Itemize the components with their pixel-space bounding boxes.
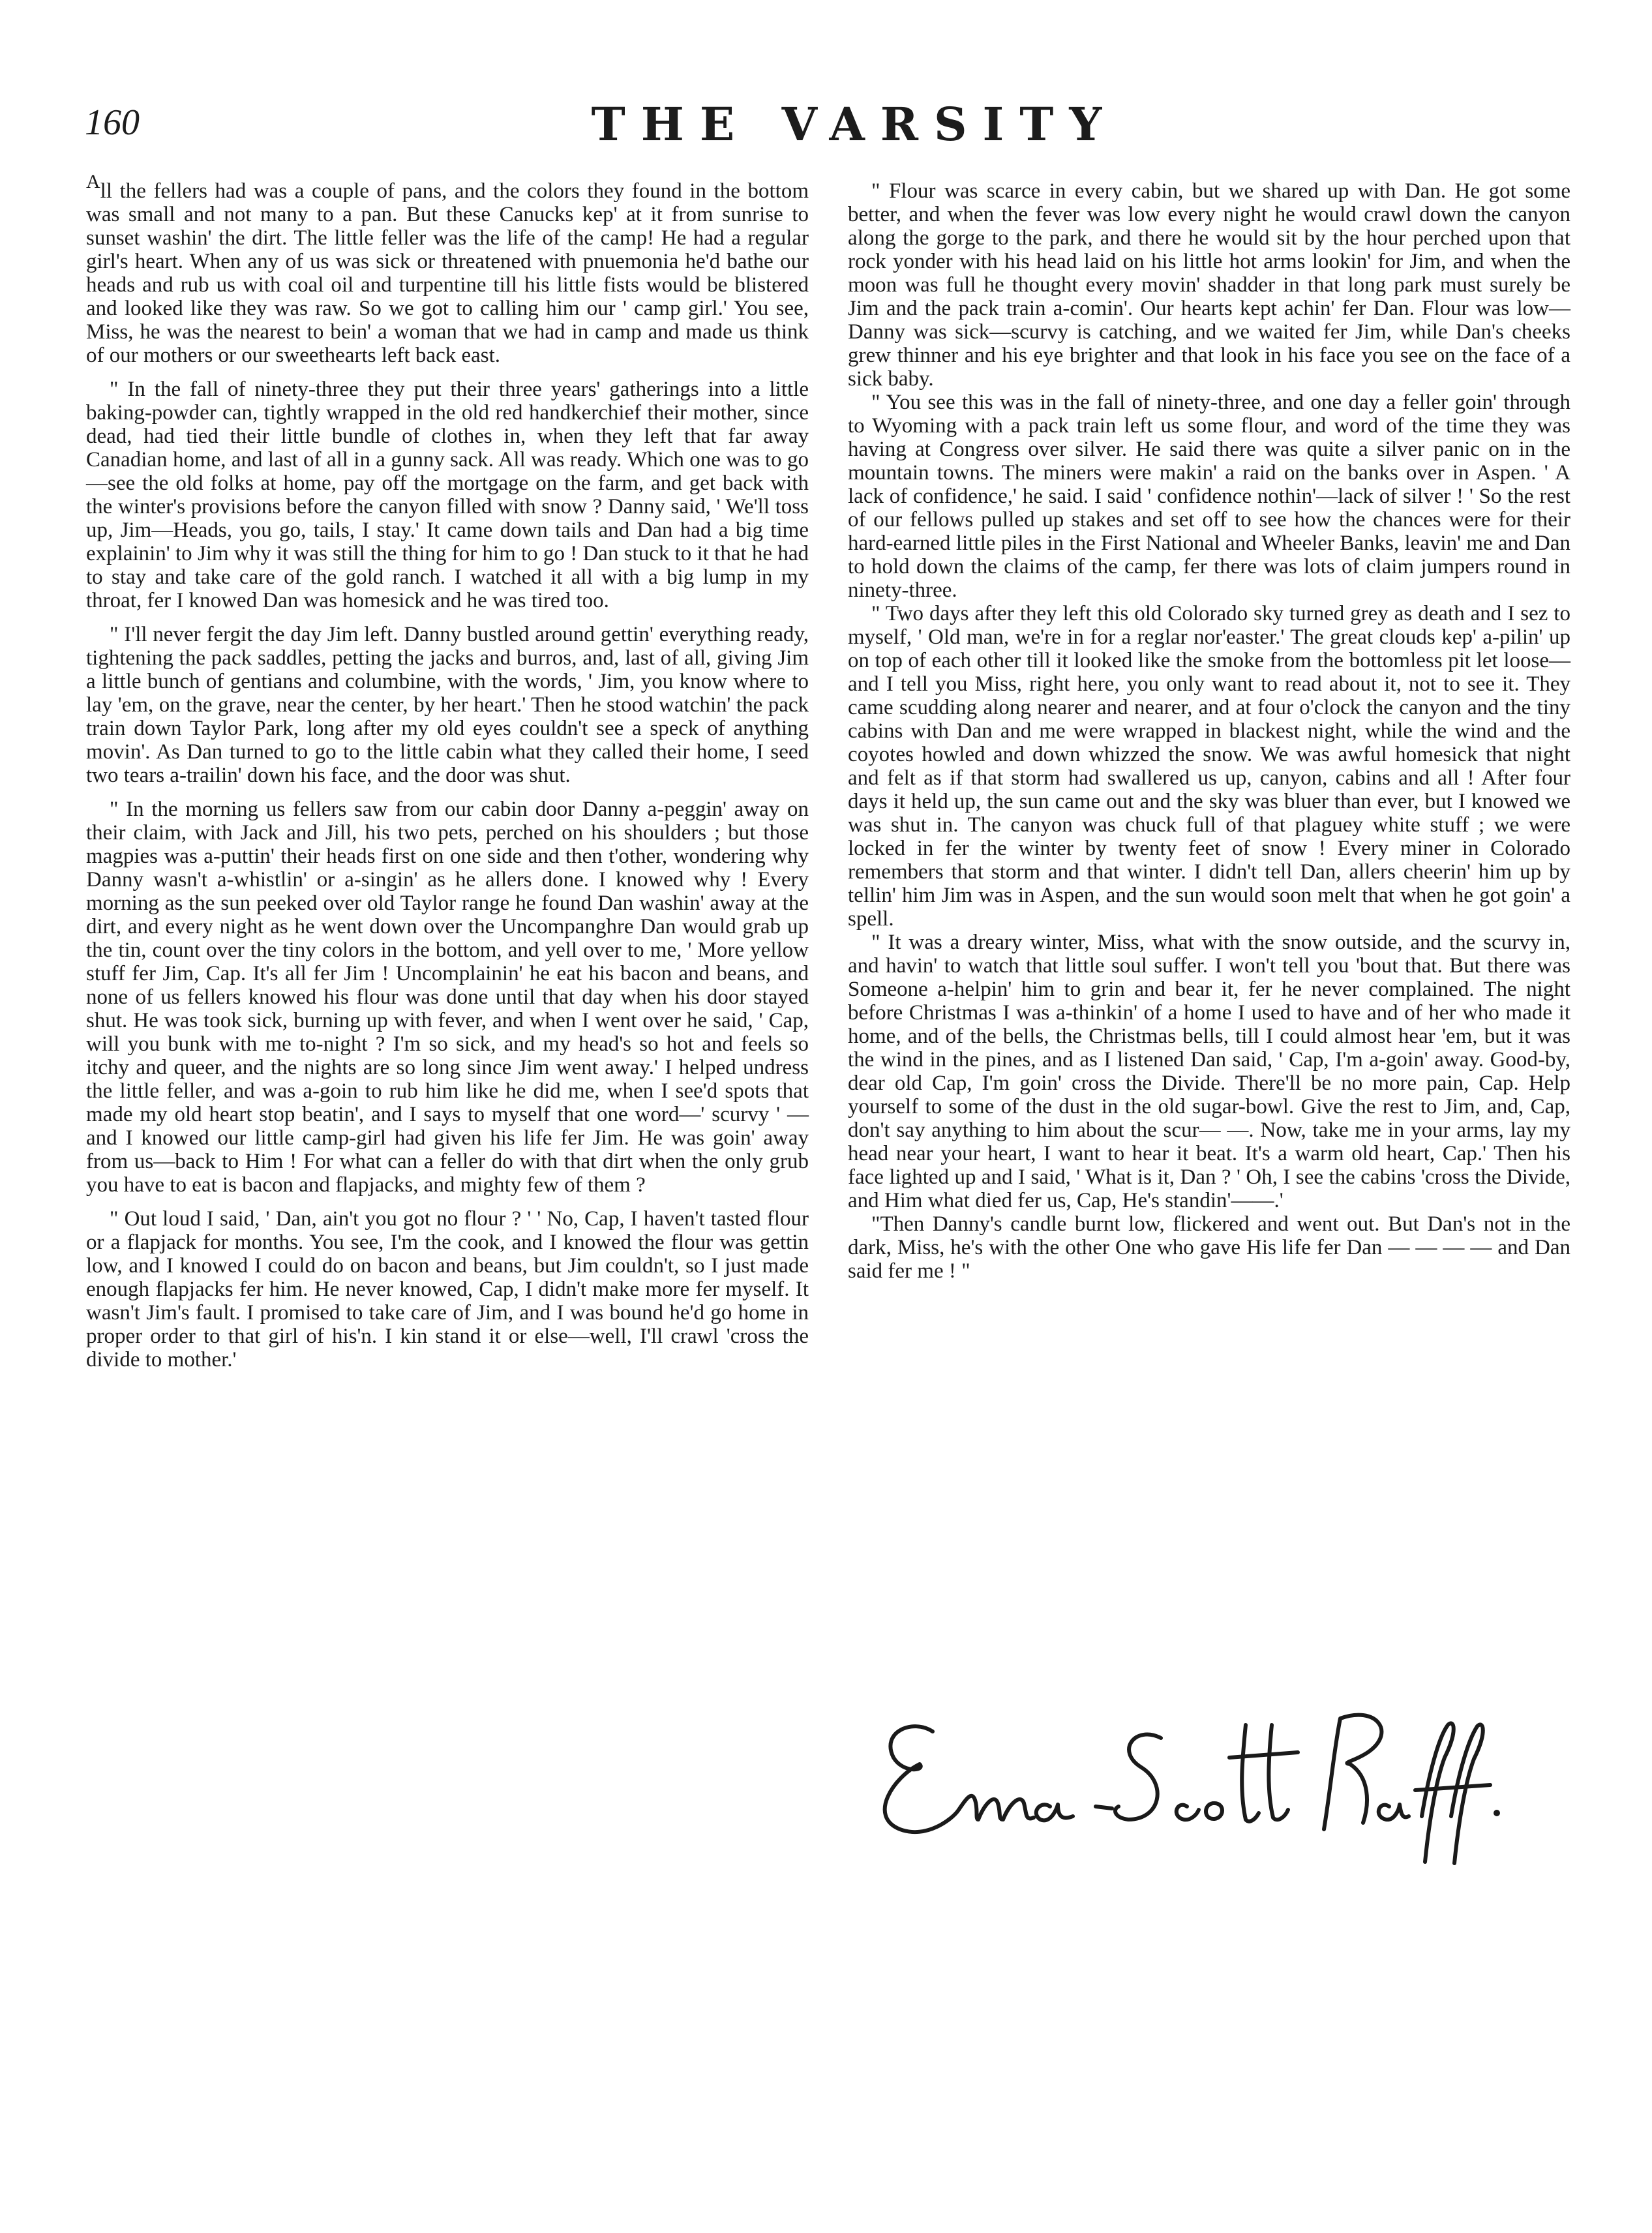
paragraph: "Then Danny's candle burnt low, flickered and went out. But Dan's not in the dark, Miss, he's with the other One who gave His life fer Dan — — — — and Dan said fer me ! ": [848, 1212, 1570, 1283]
right-column: [848, 179, 1570, 1283]
paragraph-text: ll the fellers had was a couple of pans, and the colors they found in the bottom was small and not many to a pan. But these Canucks kep' at it from sunrise to sunset washin' the dirt. The little feller was the life of the camp! He had a regular girl's heart. When any of us was sick or threatened with pnuemonia he'd bathe our heads and rub us with coal oil and turpentine till his little fists would be blistered and looked like they was raw. So we got to calling him our ' camp girl.' You see, Miss, he was the nearest to bein' a woman that we had in camp and made us think of our mothers or our sweethearts left back east.: [86, 179, 809, 367]
paragraph: " Flour was scarce in every cabin, but we shared up with Dan. He got some better, and when the fever was low every night he would crawl down the canyon along the gorge to the park, and there he would sit by the hour perched upon that rock yonder with his head laid on his little hot arms lookin' for Jim, and when the moon was full he thought every movin' shadder in that long park must surely be Jim and the pack train a-comin'. Our hearts kept achin' fer Dan. Flour was low—Danny was sick—scurvy is catching, and we waited fer Jim, while Dan's cheeks grew thinner and his eye brighter and that look in his face you see on the face of a sick baby.: [848, 179, 1570, 391]
signature-drawing: [854, 1679, 1507, 1875]
left-column: [86, 171, 809, 1371]
paragraph: [86, 171, 809, 367]
masthead-title: THE VARSITY: [591, 97, 1118, 151]
handwritten-signature: [854, 1679, 1507, 1875]
paragraph: " You see this was in the fall of ninety-three, and one day a feller goin' through to Wyoming with a pack train left us some flour, and word of the time they was having at Congress over silver. He said there was quite a silver panic on in the mountain towns. The miners were makin' a raid on the banks over in Aspen. ' A lack of confidence,' he said. I said ' confidence nothin'—lack of silver ! ' So the rest of our fellows pulled up stakes and set off to see how the chances were for their hard-earned little piles in the First National and Wheeler Banks, leavin' me and Dan to hold down the claims of the camp, fer there was lots of claim jumpers round in ninety-three.: [848, 391, 1570, 602]
drop-cap-letter: A: [86, 171, 100, 192]
paragraph: " In the morning us fellers saw from our cabin door Danny a-peggin' away on their claim, with Jack and Jill, his two pets, perched on his shoulders ; but those magpies was a-puttin' their heads first on one side and then t'other, wondering why Danny wasn't a-whistlin' or a-singin' as he allers done. I knowed why ! Every morning as the sun peeked over old Taylor range he found Dan washin' away at the dirt, and every night as he went down over the Uncompanghre Dan would grab up the tin, count over the tiny colors in the bottom, and yell over to me, ' More yellow stuff fer Jim, Cap. It's all fer Jim ! Uncomplainin' he eat his bacon and beans, and none of us fellers knowed his flour was done until that day when his door stayed shut. He was took sick, burning up with fever, and when I went over he said, ' Cap, will you bunk with me to-night ? I'm so sick, and my head's so hot and feels so itchy and queer, and the nights are so long since Jim went away.' I helped undress the little feller, and was a-goin to rub him like he did me, when I see'd spots that made my old heart stop beatin', and I says to myself that one word—' scurvy ' —and I knowed our little camp-girl had given his life fer Jim. He was goin' away from us—back to Him ! For what can a feller do with that dirt when the only grub you have to eat is bacon and flapjacks, and mighty few of them ?: [86, 798, 809, 1197]
paragraph: " In the fall of ninety-three they put their three years' gatherings into a little baking-powder can, tightly wrapped in the old red handkerchief their mother, since dead, had tied their little bundle of clothes in, when they left that far away Canadian home, and last of all in a gunny sack. All was ready. Which one was to go—see the old folks at home, pay off the mortgage on the farm, and get back with the winter's provisions before the canyon filled with snow ? Danny said, ' We'll toss up, Jim—Heads, you go, tails, I stay.' It came down tails and Dan had a big time explainin' to Jim why it was still the thing for him to go ! Dan stuck to it that he had to stay and take care of the gold ranch. I watched it all with a big lump in my throat, fer I knowed Dan was homesick and he was tired too.: [86, 378, 809, 612]
paragraph: " Two days after they left this old Colorado sky turned grey as death and I sez to myself, ' Old man, we're in for a reglar nor'easter.' The great clouds kep' a-pilin' up on top of each other till it looked like the smoke from the bottomless pit let loose—and I tell you Miss, right here, you only want to read about it, not to see it. They came scudding along nearer and nearer, and at four o'clock the canyon and the tiny cabins with Dan and me were wrapped in blackest night, while the wind and the coyotes howled and down whizzed the snow. We was awful homesick that night and felt as if that storm had swallered us up, canyon, cabins and all ! After four days it held up, the sun came out and the sky was bluer than ever, but I knowed we was shut in. The canyon was chuck full of that plaguey white stuff ; we were locked in fer the winter by twenty feet of snow ! Every miner in Colorado remembers that storm and that winter. I didn't tell Dan, allers cheerin' him up by tellin' him Jim was in Aspen, and the sun would soon melt that when he got goin' a spell.: [848, 602, 1570, 931]
paragraph: " It was a dreary winter, Miss, what with the snow outside, and the scurvy in, and havin' to watch that little soul suffer. I won't tell you 'bout that. But there was Someone a-helpin' him to grin and bear it, fer he never complained. The night before Christmas I was a-thinkin' of a home I used to have and of her who made it home, and of the bells, the Christmas bells, till I could almost hear 'em, but it was the wind in the pines, and as I listened Dan said, ' Cap, I'm a-goin' away. Good-by, dear old Cap, I'm goin' cross the Divide. There'll be no more pain, Cap. Help yourself to some of the dust in the old sugar-bowl. Give the rest to Jim, and, Cap, don't say anything to him about the scur— —. Now, take me in your arms, lay my head near your heart, I want to hear it beat. It's a warm old heart, Cap.' Then his face lighted up and I said, ' What is it, Dan ? ' Oh, I see the cabins 'cross the Divide, and Him what died fer us, Cap, He's standin'——.': [848, 931, 1570, 1212]
paragraph: " I'll never fergit the day Jim left. Danny bustled around gettin' everything ready, tightening the pack saddles, petting the jacks and burros, and, last of all, giving Jim a little bunch of gentians and columbine, with the words, ' Jim, you know where to lay 'em, on the grave, near the center, by her heart.' Then he stood watchin' the pack train down Taylor Park, long after my old eyes couldn't see a speck of anything movin'. As Dan turned to go to the little cabin what they called their home, I seed two tears a-trailin' down his face, and the door was shut.: [86, 623, 809, 787]
paragraph: " Out loud I said, ' Dan, ain't you got no flour ? ' ' No, Cap, I haven't tasted flour or a flapjack for months. You see, I'm the cook, and I knowed the flour was gettin low, and I knowed I could do on bacon and beans, but Jim couldn't, so I just made enough flapjacks fer him. He never knowed, Cap, I didn't make more fer myself. It wasn't Jim's fault. I promised to take care of Jim, and I was bound he'd go home in proper order to that girl of his'n. I kin stand it or else—well, I'll crawl 'cross the divide to mother.': [86, 1207, 809, 1371]
page-number: 160: [85, 102, 140, 143]
